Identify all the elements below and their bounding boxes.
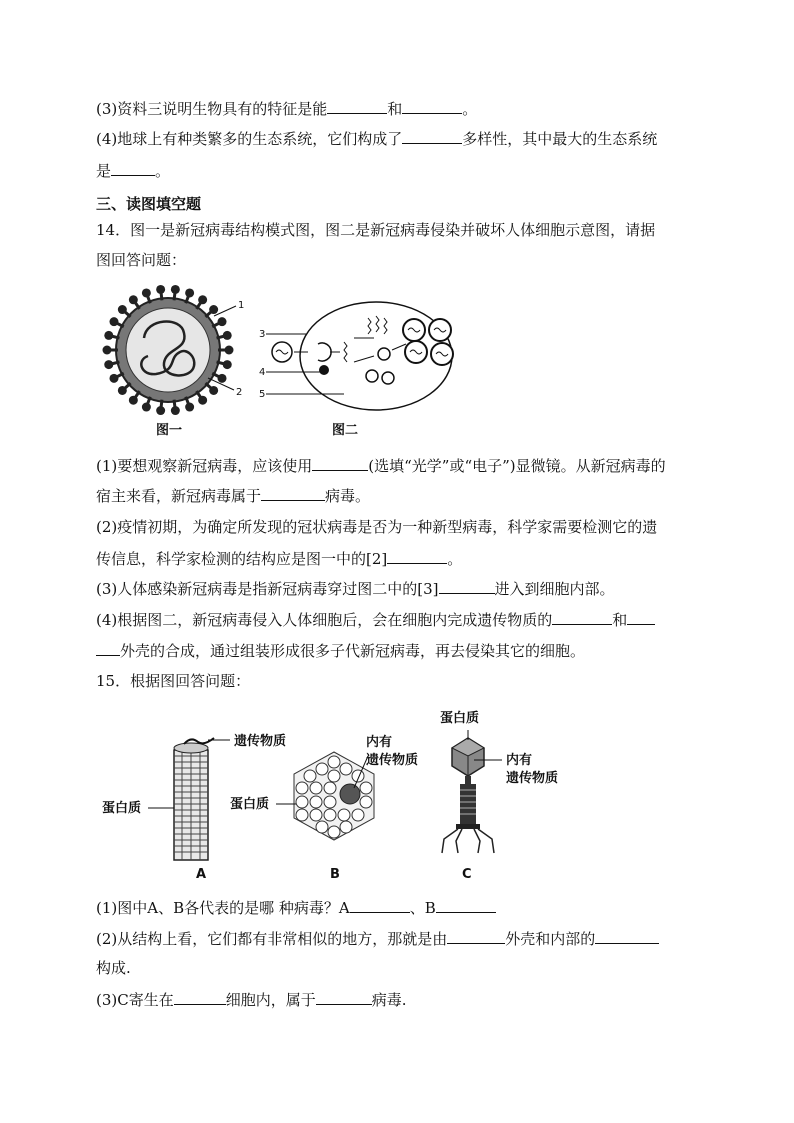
spike-protein-head (225, 346, 234, 355)
answer-blank[interactable] (312, 455, 368, 471)
q14-2-end: 。 (447, 550, 463, 568)
c-protein-label: 蛋白质 (440, 711, 480, 726)
answer-blank[interactable] (447, 928, 505, 944)
coronavirus-illustration (103, 285, 234, 415)
answer-blank[interactable] (595, 928, 659, 944)
q14-1-line2 (96, 485, 370, 506)
c-inner-label-2: 遗传物质 (506, 771, 559, 786)
q15-2-text-b: 外壳和内部的 (505, 930, 596, 948)
q15-3-line (96, 989, 407, 1010)
spike-protein-head (218, 317, 227, 326)
label-4: 4 (259, 367, 266, 378)
label-2: 2 (236, 387, 243, 398)
q15-3-text-b: 细胞内，属于 (225, 991, 316, 1009)
q13-4-text-b: 多样性，其中最大的生态系统 (462, 130, 658, 148)
q15-2-line1 (96, 928, 659, 949)
figure-caption-1: 图一 (156, 423, 183, 438)
q14-4-text: (4)根据图二，新冠病毒侵入人体细胞后，会在细胞内完成遗传物质的 (96, 611, 553, 629)
spike-protein-head (198, 295, 207, 304)
spike-protein-head (185, 403, 194, 412)
q14-1-text: (1)要想观察新冠病毒，应该使用 (96, 457, 313, 475)
b-protein-label: 蛋白质 (230, 797, 270, 812)
q14-1-text-c: 宿主来看，新冠病毒属于 (96, 487, 262, 505)
q15-1-text-b: 、B (409, 899, 436, 917)
spike-protein-head (142, 288, 151, 297)
q13-4-line2 (96, 160, 170, 181)
spike-protein-head (223, 331, 232, 340)
answer-blank[interactable] (111, 160, 155, 176)
spike-protein-head (142, 403, 151, 412)
spike-protein-head (171, 406, 180, 415)
virus-a-illustration (174, 738, 214, 860)
virus-figure (96, 278, 476, 448)
spike-protein-head (104, 331, 113, 340)
spike-protein-head (118, 305, 127, 314)
b-inner-label-1: 内有 (366, 735, 393, 750)
answer-blank[interactable] (261, 485, 325, 501)
q14-1-line1 (96, 455, 666, 476)
q15-stem: 15．根据图回答问题： (96, 672, 251, 690)
spike-protein-head (209, 305, 218, 314)
q15-2-line2: 构成. (96, 959, 131, 977)
spike-protein-head (185, 288, 194, 297)
q14-stem-1: 14．图一是新冠病毒结构模式图，图二是新冠病毒侵染并破坏人体细胞示意图，请据 (96, 221, 656, 239)
answer-blank[interactable] (402, 98, 462, 114)
spike-protein-head (109, 374, 118, 383)
spike-protein-head (156, 406, 165, 415)
spike-protein-head (223, 360, 232, 369)
q14-1-text-b: (选填“光学”或“电子”)显微镜。从新冠病毒的 (368, 457, 666, 475)
q14-4-and: 和 (612, 611, 628, 629)
answer-blank[interactable] (627, 609, 655, 625)
c-inner-label-1: 内有 (506, 753, 533, 768)
answer-blank[interactable] (439, 578, 495, 594)
virus-b-illustration (294, 752, 374, 840)
a-protein-label: 蛋白质 (102, 801, 142, 816)
q14-2-line2 (96, 548, 462, 569)
q14-3-line (96, 578, 615, 599)
answer-blank[interactable] (174, 989, 226, 1005)
q14-4-text-c: 外壳的合成，通过组装形成很多子代新冠病毒，再去侵染其它的细胞。 (120, 642, 586, 660)
virus-c-illustration (442, 738, 494, 853)
spike-protein-head (109, 317, 118, 326)
q13-4-text: (4)地球上有种类繁多的生态系统，它们构成了 (96, 130, 403, 148)
spike-protein-head (156, 285, 165, 294)
spike-protein-head (104, 360, 113, 369)
three-virus-figure (96, 700, 596, 885)
q13-4-text-c: 是 (96, 162, 112, 180)
q13-4-end: 。 (155, 162, 171, 180)
spike-protein-head (118, 386, 127, 395)
answer-blank[interactable] (387, 548, 447, 564)
q14-3-text: (3)人体感染新冠病毒是指新冠病毒穿过图二中的[3] (96, 580, 439, 598)
q14-1-text-d: 病毒。 (325, 487, 371, 505)
label-1: 1 (238, 300, 245, 311)
q13-4-line1 (96, 128, 657, 149)
q15-1-text: (1)图中A、B各代表的是哪 种病毒？A (96, 899, 350, 917)
q13-3-text: (3)资料三说明生物具有的特征是能 (96, 100, 328, 118)
q14-4-line1 (96, 609, 655, 630)
answer-blank[interactable] (96, 640, 120, 656)
a-caption: A (196, 867, 207, 882)
q13-3-end: 。 (462, 100, 478, 118)
q13-3-line (96, 98, 477, 119)
answer-blank[interactable] (402, 128, 462, 144)
q15-1-line (96, 897, 496, 918)
spike-protein-head (129, 396, 138, 405)
spike-protein-head (198, 396, 207, 405)
answer-blank[interactable] (350, 897, 410, 913)
q14-4-line2 (96, 640, 585, 661)
q15-3-text: (3)C寄生在 (96, 991, 174, 1009)
section-heading: 三、读图填空题 (96, 195, 202, 213)
spike-protein-head (103, 346, 112, 355)
q14-stem-2: 图回答问题： (96, 251, 187, 269)
q13-3-and: 和 (387, 100, 403, 118)
label-5: 5 (259, 389, 266, 400)
q15-3-text-c: 病毒. (371, 991, 407, 1009)
answer-blank[interactable] (316, 989, 372, 1005)
q14-3-text-b: 进入到细胞内部。 (494, 580, 615, 598)
spike-protein-head (218, 374, 227, 383)
answer-blank[interactable] (327, 98, 387, 114)
spike-protein-head (171, 285, 180, 294)
q14-2-text: 传信息，科学家检测的结构应是图一中的[2] (96, 550, 388, 568)
answer-blank[interactable] (552, 609, 612, 625)
q14-2-line1: (2)疫情初期，为确定所发现的冠状病毒是否为一种新型病毒，科学家需要检测它的遗 (96, 518, 658, 536)
q15-2-text: (2)从结构上看，它们都有非常相似的地方，那就是由 (96, 930, 448, 948)
a-dna-label: 遗传物质 (234, 734, 287, 749)
label-3: 3 (259, 329, 266, 340)
spike-protein-head (129, 295, 138, 304)
answer-blank[interactable] (436, 897, 496, 913)
b-inner-label-2: 遗传物质 (366, 753, 419, 768)
c-caption: C (462, 867, 472, 882)
b-caption: B (330, 867, 340, 882)
figure-caption-2: 图二 (332, 423, 359, 438)
spike-protein-head (209, 386, 218, 395)
